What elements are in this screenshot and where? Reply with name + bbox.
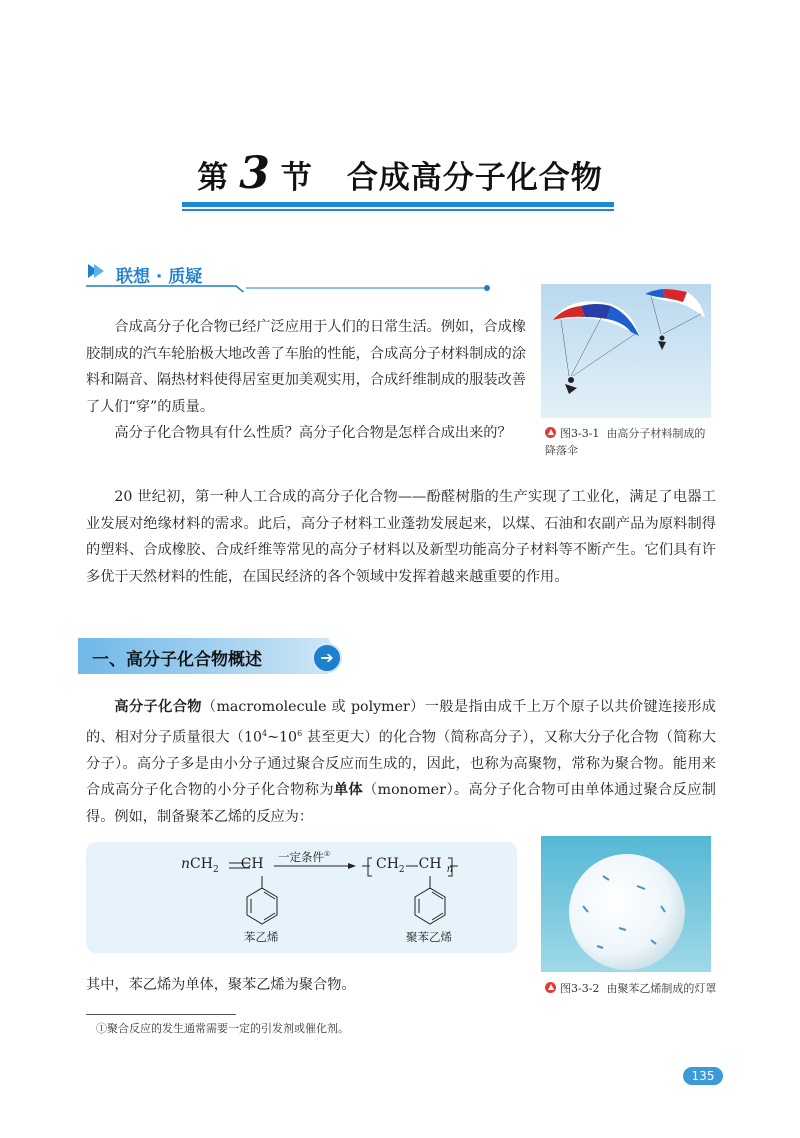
footnote-divider xyxy=(86,1014,236,1015)
section1-header-title: 一、高分子化合物概述 xyxy=(92,650,262,670)
title-underline-thin xyxy=(182,209,614,211)
history-paragraph: 20 世纪初，第一种人工合成的高分子化合物——酚醛树脂的生产实现了工业化，满足了电器工业发展对绝缘材料的需求。此后，高分子材料工业蓬勃发展起来，以煤、石油和农副产品为原料制得的塑料、合成橡胶、合成纤维等常见的高分子材料以及新型功能高分子材料等不断产生。它们具有许多优于天然材料的性能，在国民经济的各个领域中发挥着越来越重要的作用。 xyxy=(86,489,716,585)
play-arrow-icon-2 xyxy=(94,264,104,278)
intro-text xyxy=(86,314,526,447)
figure2-caption: 图3-3-2 由聚苯乙烯制成的灯罩 xyxy=(545,980,735,997)
lampshade-photo xyxy=(541,836,711,972)
monomer-label: 苯乙烯 xyxy=(244,930,279,944)
page-number: 135 xyxy=(683,1067,723,1085)
section-title: 第 3 节 合成高分子化合物 xyxy=(197,148,603,199)
association-header-label: 联想 · 质疑 xyxy=(116,267,203,287)
definition-paragraph: 高分子化合物（macromolecule 或 polymer）一般是指由成千上万个原子以共价键连接形成的、相对分子质量很大（$10^4\sim 10^6$ 甚至更大）的化合物（简称高分子），又称大分子化合物（简称大分子）。高分子多是由小分子通过聚合反应而生成的，因此，也称为高聚物，常称为聚合物。能用来合成高分子化合物的小分子化合物称为单体（monomer）。高分子化合物可由单体通过聚合反应制得。例如，制备聚苯乙烯的反应为： xyxy=(86,699,716,825)
intro-question: 高分子化合物具有什么性质？高分子化合物是怎样合成出来的？ xyxy=(114,425,512,441)
reaction-condition: 一定条件① xyxy=(278,850,331,864)
reactant-formula: nCH$_2$ CH xyxy=(181,856,264,875)
footnote: ①聚合反应的发生通常需要一定的引发剂或催化剂。 xyxy=(96,1022,349,1035)
section-title-name: 合成高分子化合物 xyxy=(346,160,603,196)
product-formula: $CH_2$ CH $_n$ xyxy=(376,856,454,875)
figure-marker-icon xyxy=(545,982,556,993)
figure-marker-icon xyxy=(545,427,556,438)
figure1-caption: 图3-3-1 由高分子材料制成的降落伞 xyxy=(545,427,706,457)
title-underline xyxy=(182,202,614,207)
polymer-label: 聚苯乙烯 xyxy=(406,930,452,944)
parachute-photo xyxy=(541,284,711,418)
conclusion-text: 其中，苯乙烯为单体，聚苯乙烯为聚合物。 xyxy=(86,977,356,993)
arrow-right-icon: ➔ xyxy=(312,643,342,673)
intro-paragraph: 合成高分子化合物已经广泛应用于人们的日常生活。例如，合成橡胶制成的汽车轮胎极大地改善了车胎的性能，合成高分子材料制成的涂料和隔音、隔热材料使得居室更加美观实用，合成纤维制成的服装改善了人们“穿”的质量。 xyxy=(86,319,526,415)
